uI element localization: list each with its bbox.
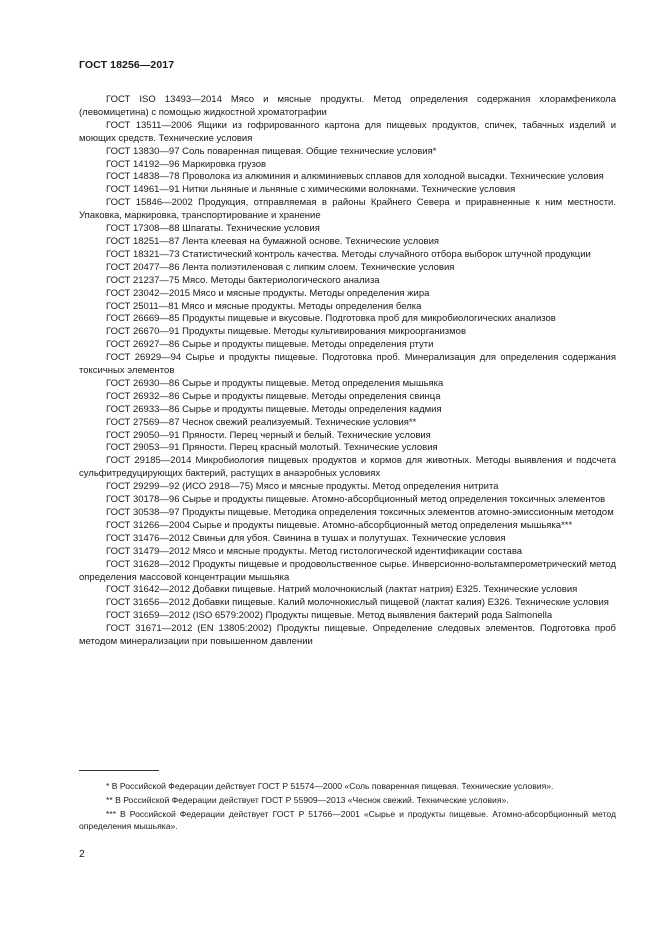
reference-item: ГОСТ ISO 13493—2014 Мясо и мясные продукты. Метод определения содержания хлорамфеникола (левомицетина) с помощью жидкостной хроматографии [79,94,616,118]
normative-references-list [79,94,616,649]
footnote-item: *** В Российской Федерации действует ГОСТ Р 51766—2001 «Сырье и продукты пищевые. Атомно-абсорбционный метод определения мышьяка». [79,809,616,831]
footnote-item: * В Российской Федерации действует ГОСТ Р 51574—2000 «Соль поваренная пищевая. Технические условия». [106,781,554,791]
reference-item: ГОСТ 31656—2012 Добавки пищевые. Калий молочнокислый пищевой (лактат калия) Е326. Технические условия [106,597,609,609]
footnote-item: ** В Российской Федерации действует ГОСТ Р 55909—2013 «Чеснок свежий. Технические условия». [106,795,509,805]
reference-item: ГОСТ 25011—81 Мясо и мясные продукты. Методы определения белка [106,300,422,312]
reference-item: ГОСТ 15846—2002 Продукция, отправляемая в районы Крайнего Севера и приравненные к ним местности. Упаковка, маркировка, транспортирование и хранение [79,197,616,222]
document-header: ГОСТ 18256—2017 [79,59,175,71]
reference-item: ГОСТ 29299—92 (ИСО 2918—75) Мясо и мясные продукты. Метод определения нитрита [106,481,499,493]
footnote-separator [79,770,159,771]
reference-item: ГОСТ 31476—2012 Свиньи для убоя. Свинина в тушах и полутушах. Технические условия [106,532,506,544]
reference-item: ГОСТ 26932—86 Сырье и продукты пищевые. Методы определения свинца [106,390,441,402]
reference-item: ГОСТ 31642—2012 Добавки пищевые. Натрий молочнокислый (лактат натрия) Е325. Технические условия [106,584,578,596]
reference-item: ГОСТ 31479—2012 Мясо и мясные продукты. Метод гистологической идентификации состава [106,545,523,557]
reference-item: ГОСТ 30538—97 Продукты пищевые. Методика определения токсичных элементов атомно-эмиссионным методом [106,507,614,518]
reference-item: ГОСТ 27569—87 Чеснок свежий реализуемый. Технические условия** [106,416,417,428]
reference-item: ГОСТ 30178—96 Сырье и продукты пищевые. Атомно-абсорбционный метод определения токсичных элементов [106,494,606,506]
reference-item: ГОСТ 26929—94 Сырье и продукты пищевые. Подготовка проб. Минерализация для определения содержания токсичных элементов [79,352,616,377]
reference-item: ГОСТ 26670—91 Продукты пищевые. Методы культивирования микроорганизмов [106,326,467,338]
reference-item: ГОСТ 17308—88 Шпагаты. Технические условия [106,223,320,235]
reference-item: ГОСТ 29185—2014 Микробиология пищевых продуктов и кормов для животных. Методы выявления и подсчета сульфитредуцирующих бактерий, растущих в анаэробных условиях [79,455,616,480]
page-number: 2 [79,848,85,860]
reference-item: ГОСТ 29053—91 Пряности. Перец красный молотый. Технические условия [106,442,438,454]
reference-item: ГОСТ 14961—91 Нитки льняные и льняные с химическими волокнами. Технические условия [106,184,516,196]
reference-item: ГОСТ 31266—2004 Сырье и продукты пищевые. Атомно-абсорбционный метод определения мышьяка*** [106,519,573,531]
reference-item: ГОСТ 31671—2012 (EN 13805:2002) Продукты пищевые. Определение следовых элементов. Подготовка проб методом минерализации при повышенном давлении [79,623,616,648]
reference-item: ГОСТ 18321—73 Статистический контроль качества. Методы случайного отбора выборок штучной продукции [106,248,591,260]
reference-item: ГОСТ 29050—91 Пряности. Перец черный и белый. Технические условия [106,429,431,441]
reference-item: ГОСТ 26933—86 Сырье и продукты пищевые. Методы определения кадмия [106,403,442,415]
reference-item: ГОСТ 18251—87 Лента клеевая на бумажной основе. Технические условия [106,235,440,247]
reference-item: ГОСТ 26669—85 Продукты пищевые и вкусовые. Подготовка проб для микробиологических анализов [106,313,556,325]
reference-item: ГОСТ 31628—2012 Продукты пищевые и продовольственное сырье. Инверсионно-вольтамперометрический метод определения массовой концентрации мышьяка [79,558,616,583]
reference-item: ГОСТ 21237—75 Мясо. Методы бактериологического анализа [106,274,380,286]
reference-item: ГОСТ 20477—86 Лента полиэтиленовая с липким слоем. Технические условия [106,261,455,273]
reference-item: ГОСТ 31659—2012 (ISO 6579:2002) Продукты пищевые. Метод выявления бактерий рода Salmonella [106,610,553,622]
reference-item: ГОСТ 13511—2006 Ящики из гофрированного картона для пищевых продуктов, спичек, табачных изделий и моющих средств. Технические условия [79,119,616,144]
reference-item: ГОСТ 14192—96 Маркировка грузов [106,158,267,170]
reference-item: ГОСТ 14838—78 Проволока из алюминия и алюминиевых сплавов для холодной высадки. Технические условия [106,171,604,183]
reference-item: ГОСТ 13830—97 Соль поваренная пищевая. Общие технические условия* [106,145,437,157]
reference-item: ГОСТ 26930—86 Сырье и продукты пищевые. Метод определения мышьяка [106,377,444,389]
footnotes [79,780,616,834]
reference-item: ГОСТ 23042—2015 Мясо и мясные продукты. Методы определения жира [106,287,430,299]
reference-item: ГОСТ 26927—86 Сырье и продукты пищевые. Методы определения ртути [106,339,434,351]
